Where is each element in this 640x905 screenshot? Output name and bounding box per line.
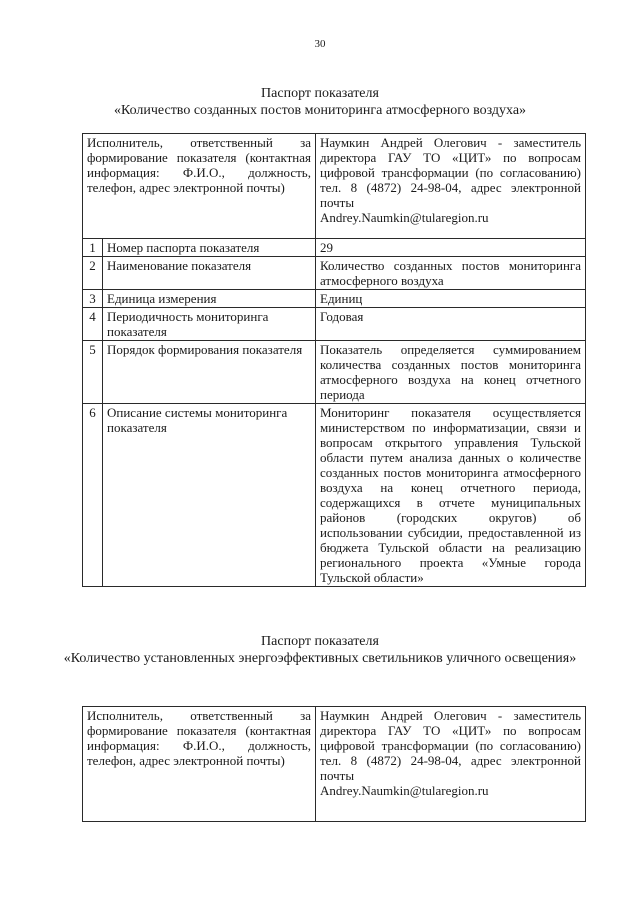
table-row [83, 308, 586, 341]
table-row [83, 707, 586, 822]
row-number: 4 [83, 308, 103, 341]
row-number: 2 [83, 257, 103, 290]
executor-email: Andrey.Naumkin@tularegion.ru [320, 783, 489, 798]
table-row [83, 404, 586, 587]
executor-email: Andrey.Naumkin@tularegion.ru [320, 210, 489, 225]
passport-1-heading [0, 85, 640, 119]
table-row [83, 134, 586, 239]
row-value: Мониторинг показателя осуществляется министерством по информатизации, связи и вопросам открытого управления Тульской области путем анализа данных о количестве созданных постов мониторинга атмосферного воздуха на конец отчетного периода, содержащихся в отчете муниципальных районов (городских округов) об использовании субсидии, предоставленной из бюджета Тульской области на реализацию регионального проекта «Умные города Тульской области» [316, 404, 586, 587]
page-number: 30 [314, 38, 326, 50]
row-label: Периодичность мониторинга показателя [103, 308, 316, 341]
row-number: 5 [83, 341, 103, 404]
executor-label: Исполнитель, ответственный за формирование показателя (контактная информация: Ф.И.О., должность, телефон, адрес электронной почты) [83, 707, 316, 822]
executor-value [316, 134, 586, 239]
passport-1-table [82, 133, 586, 587]
executor-contact: Наумкин Андрей Олегович - заместитель директора ГАУ ТО «ЦИТ» по вопросам цифровой трансформации (по согласованию) тел. 8 (4872) 24-98-04, адрес электронной почты [320, 135, 581, 210]
executor-contact: Наумкин Андрей Олегович - заместитель директора ГАУ ТО «ЦИТ» по вопросам цифровой трансформации (по согласованию) тел. 8 (4872) 24-98-04, адрес электронной почты [320, 708, 581, 783]
passport-2-heading [0, 633, 640, 667]
table-row [83, 341, 586, 404]
row-value: Единиц [316, 290, 586, 308]
passport-2-title: Паспорт показателя [261, 634, 379, 649]
passport-1-title: Паспорт показателя [261, 86, 379, 101]
row-value: Годовая [316, 308, 586, 341]
row-number: 3 [83, 290, 103, 308]
executor-label: Исполнитель, ответственный за формирование показателя (контактная информация: Ф.И.О., должность, телефон, адрес электронной почты) [83, 134, 316, 239]
row-label: Описание системы мониторинга показателя [103, 404, 316, 587]
row-number: 6 [83, 404, 103, 587]
passport-2-subtitle: «Количество установленных энергоэффективных светильников уличного освещения» [63, 651, 577, 666]
row-value: Количество созданных постов мониторинга атмосферного воздуха [316, 257, 586, 290]
row-label: Номер паспорта показателя [103, 239, 316, 257]
table-row [83, 239, 586, 257]
table-row [83, 290, 586, 308]
row-number: 1 [83, 239, 103, 257]
row-label: Наименование показателя [103, 257, 316, 290]
table-row [83, 257, 586, 290]
executor-value [316, 707, 586, 822]
passport-2-table [82, 706, 586, 822]
passport-1-subtitle: «Количество созданных постов мониторинга атмосферного воздуха» [113, 103, 527, 118]
row-value: Показатель определяется суммированием количества созданных постов мониторинга атмосферного воздуха на конец отчетного периода [316, 341, 586, 404]
row-value: 29 [316, 239, 586, 257]
row-label: Единица измерения [103, 290, 316, 308]
row-label: Порядок формирования показателя [103, 341, 316, 404]
